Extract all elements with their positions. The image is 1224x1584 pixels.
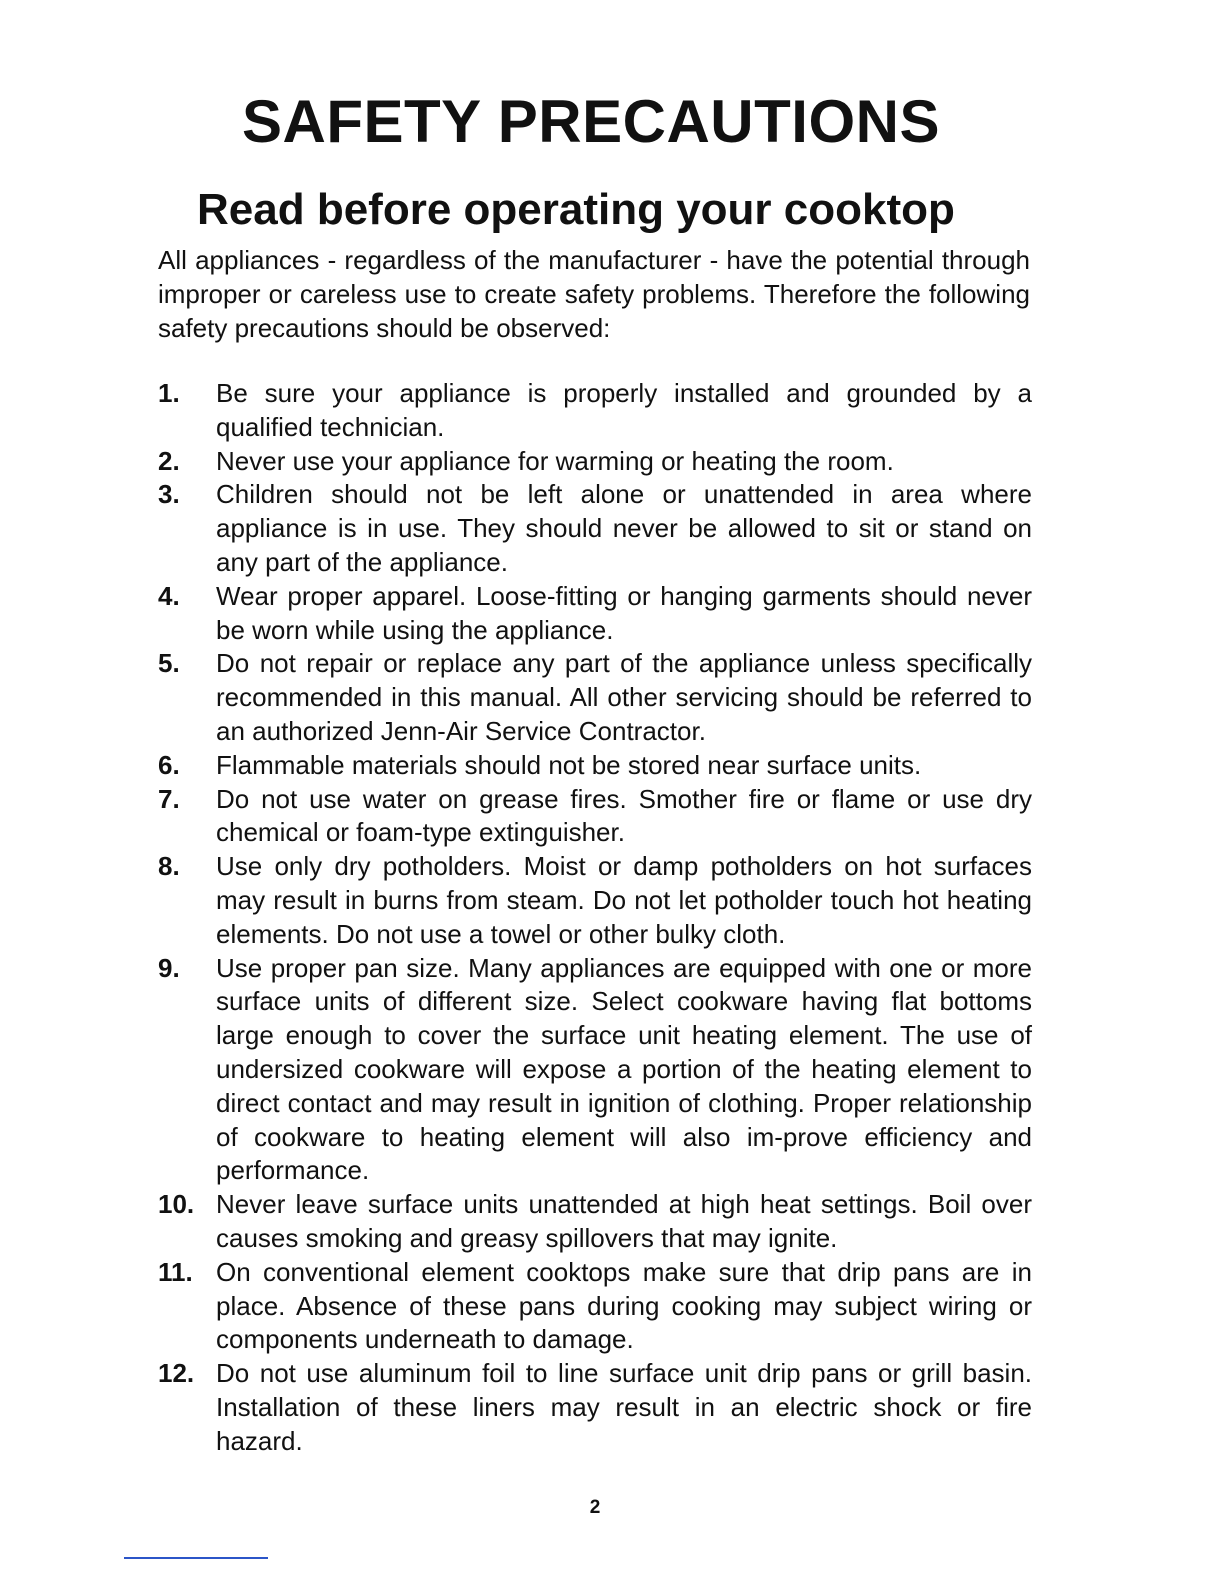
item-number: 5. <box>158 648 180 679</box>
list-item <box>158 783 1032 851</box>
item-number: 12. <box>158 1358 195 1389</box>
item-text: Wear proper apparel. Loose-fitting or hanging garments should never be worn while using the appliance. <box>216 580 1032 645</box>
item-number: 10. <box>158 1189 195 1220</box>
list-item <box>158 850 1032 951</box>
list-item <box>158 478 1032 579</box>
item-number: 1. <box>158 378 180 408</box>
item-number: 7. <box>158 783 180 814</box>
list-item <box>158 749 1032 783</box>
item-text: Children should not be left alone or unattended in area where appliance is in use. They should never be allowed to sit or stand on any part of the appliance. <box>216 479 1032 577</box>
item-number: 8. <box>158 851 180 882</box>
list-item <box>158 1357 1032 1458</box>
item-text: Be sure your appliance is properly installed and grounded by a qualified technician. <box>216 378 1032 442</box>
item-text: Flammable materials should not be stored near surface units. <box>216 749 922 780</box>
item-number: 6. <box>158 749 180 780</box>
page-title: SAFETY PRECAUTIONS <box>242 88 940 155</box>
list-item <box>158 1256 1032 1357</box>
list-item <box>158 1188 1032 1256</box>
item-number: 2. <box>158 445 180 476</box>
list-item <box>158 377 1032 445</box>
list-item <box>158 580 1032 648</box>
item-text: Do not repair or replace any part of the appliance unless specifically recommended in this manual. All other servicing should be referred to an authorized Jenn-Air Service Contractor. <box>216 648 1032 746</box>
item-text: On conventional element cooktops make sure that drip pans are in place. Absence of these pans during cooking may subject wiring or components underneath to damage. <box>216 1256 1032 1355</box>
intro-paragraph: All appliances - regardless of the manufacturer - have the potential through improper or careless use to create safety problems. Therefore the following safety precautions should be observed: <box>158 245 1030 343</box>
item-text: Do not use aluminum foil to line surface unit drip pans or grill basin. Installation of these liners may result in an electric shock or fire hazard. <box>216 1358 1032 1456</box>
item-text: Use proper pan size. Many appliances are equipped with one or more surface units of different size. Select cookware having flat bottoms large enough to cover the surface unit heating element. The use of undersized cookware will expose a portion of the heating element to direct contact and may result in ignition of clothing. Proper relationship of cookware to heating element will also im-prove efficiency and performance. <box>216 952 1032 1186</box>
item-number: 3. <box>158 479 180 510</box>
page-subtitle: Read before operating your cooktop <box>197 185 955 234</box>
footer-rule <box>124 1557 268 1559</box>
list-item <box>158 952 1032 1189</box>
item-text: Use only dry potholders. Moist or damp potholders on hot surfaces may result in burns from steam. Do not let potholder touch hot heating elements. Do not use a towel or other bulky cloth. <box>216 851 1032 949</box>
list-item <box>158 445 1032 479</box>
safety-precautions-list <box>158 377 1032 1459</box>
list-item <box>158 647 1032 748</box>
item-number: 11. <box>158 1256 193 1287</box>
item-text: Do not use water on grease fires. Smother fire or flame or use dry chemical or foam-type extinguisher. <box>216 783 1032 848</box>
item-text: Never use your appliance for warming or heating the room. <box>216 445 894 476</box>
item-text: Never leave surface units unattended at high heat settings. Boil over causes smoking and greasy spillovers that may ignite. <box>216 1189 1032 1253</box>
item-number: 4. <box>158 580 180 611</box>
page-number: 2 <box>589 1497 601 1518</box>
item-number: 9. <box>158 952 180 983</box>
